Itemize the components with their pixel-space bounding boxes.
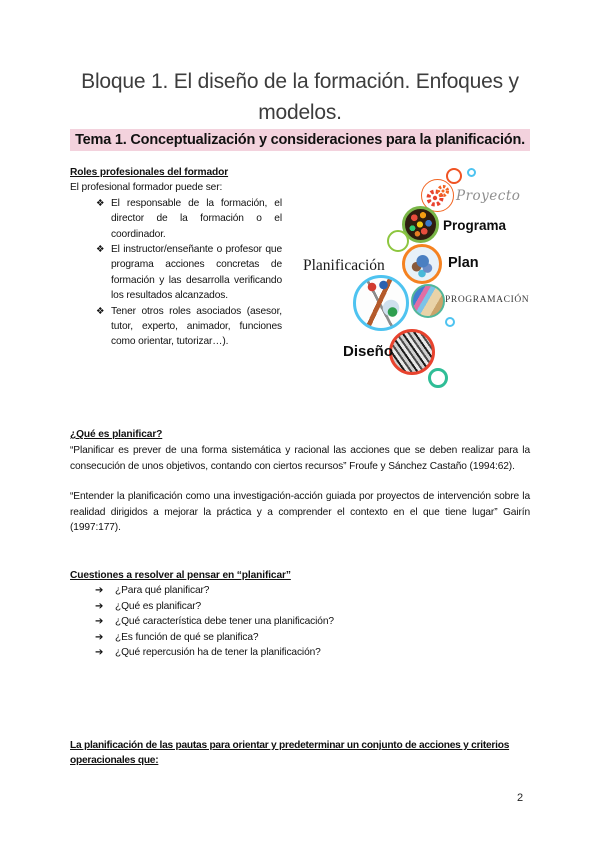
planificacion-circle-image — [353, 275, 409, 331]
list-item — [70, 583, 530, 598]
list-item-text: ¿Qué característica debe tener una planificación? — [115, 616, 334, 628]
planificar-heading: ¿Qué es planificar? — [70, 429, 163, 440]
decorative-ring-icon — [467, 168, 476, 177]
decorative-ring-icon — [446, 168, 462, 184]
planning-concepts-diagram — [295, 163, 555, 401]
decorative-ring-icon — [428, 368, 448, 388]
list-item — [70, 614, 530, 629]
plan-circle-image — [402, 244, 442, 284]
roles-intro: El profesional formador puede ser: — [70, 182, 223, 194]
decorative-ring-icon — [387, 230, 409, 252]
label-programacion: PROGRAMACIÓN — [445, 295, 530, 305]
diamond-bullet-icon: ❖ — [96, 305, 105, 317]
page-number: 2 — [516, 792, 524, 804]
diamond-bullet-icon: ❖ — [96, 197, 105, 209]
list-item-text: El responsable de la formación, el director de la formación o el coordinador. — [111, 197, 282, 240]
programacion-circle-image — [411, 284, 445, 318]
arrow-bullet-icon: ➔ — [95, 631, 104, 643]
list-item — [70, 599, 530, 614]
gear-icon — [424, 182, 452, 210]
quote-froufe: “Planificar es prever de una forma sistemática y racional las acciones que se deben realizar para la consecución de unos objetivos, contando con ciertos recursos” Froufe y Sánchez Castaño (1994:62). — [70, 445, 530, 472]
cuestiones-heading: Cuestiones a resolver al pensar en “planificar” — [70, 570, 291, 581]
list-item-text: ¿Qué repercusión ha de tener la planificación? — [115, 647, 321, 659]
arrow-bullet-icon: ➔ — [95, 616, 104, 628]
label-proyecto: Proyecto — [456, 188, 521, 204]
arrow-bullet-icon: ➔ — [95, 647, 104, 659]
label-diseno: Diseño — [343, 343, 394, 360]
list-item-text: ¿Qué es planificar? — [115, 600, 202, 612]
roles-heading: Roles profesionales del formador — [70, 167, 229, 178]
list-item — [70, 630, 530, 645]
arrow-bullet-icon: ➔ — [95, 600, 104, 612]
decorative-ring-icon — [445, 317, 455, 327]
diseno-circle-image — [389, 329, 435, 375]
list-item-text: El instructor/enseñante o profesor que programa acciones concretas de formación y las desarrolla verificando los resultados alcanzados. — [111, 244, 282, 302]
list-item-text: ¿Para qué planificar? — [115, 585, 210, 597]
label-plan: Plan — [448, 255, 479, 271]
list-item-text: ¿Es función de qué se planifica? — [115, 631, 259, 643]
bottom-section — [70, 738, 532, 769]
bottom-heading: La planificación de las pautas para orientar y predeterminar un conjunto de acciones y criterios operacionales que: — [70, 740, 510, 767]
list-item — [70, 304, 282, 350]
label-planificacion: Planificación — [303, 257, 385, 274]
list-item-text: Tener otros roles asociados (asesor, tutor, experto, animador, funciones como orientar, tutorizar…). — [111, 305, 282, 348]
arrow-bullet-icon: ➔ — [95, 585, 104, 597]
topic-subtitle: Tema 1. Conceptualización y consideraciones para la planificación. — [70, 129, 530, 151]
quote-gairin: “Entender la planificación como una investigación-acción guiada por proyectos de intervención sobre la realidad dirigidos a mejorar la práctica y a comprender el contexto en el que tiene lugar” Gairín (1997:177). — [70, 491, 530, 534]
list-item — [70, 242, 282, 304]
list-item — [70, 645, 530, 660]
list-item — [70, 196, 282, 242]
roles-section — [70, 165, 282, 350]
cuestiones-section — [70, 568, 530, 660]
label-programa: Programa — [443, 218, 507, 233]
diamond-bullet-icon: ❖ — [96, 244, 105, 256]
que-es-planificar-section — [70, 427, 530, 535]
page-title: Bloque 1. El diseño de la formación. Enfoques y modelos. — [81, 70, 519, 124]
subtitle-wrap — [0, 129, 600, 151]
